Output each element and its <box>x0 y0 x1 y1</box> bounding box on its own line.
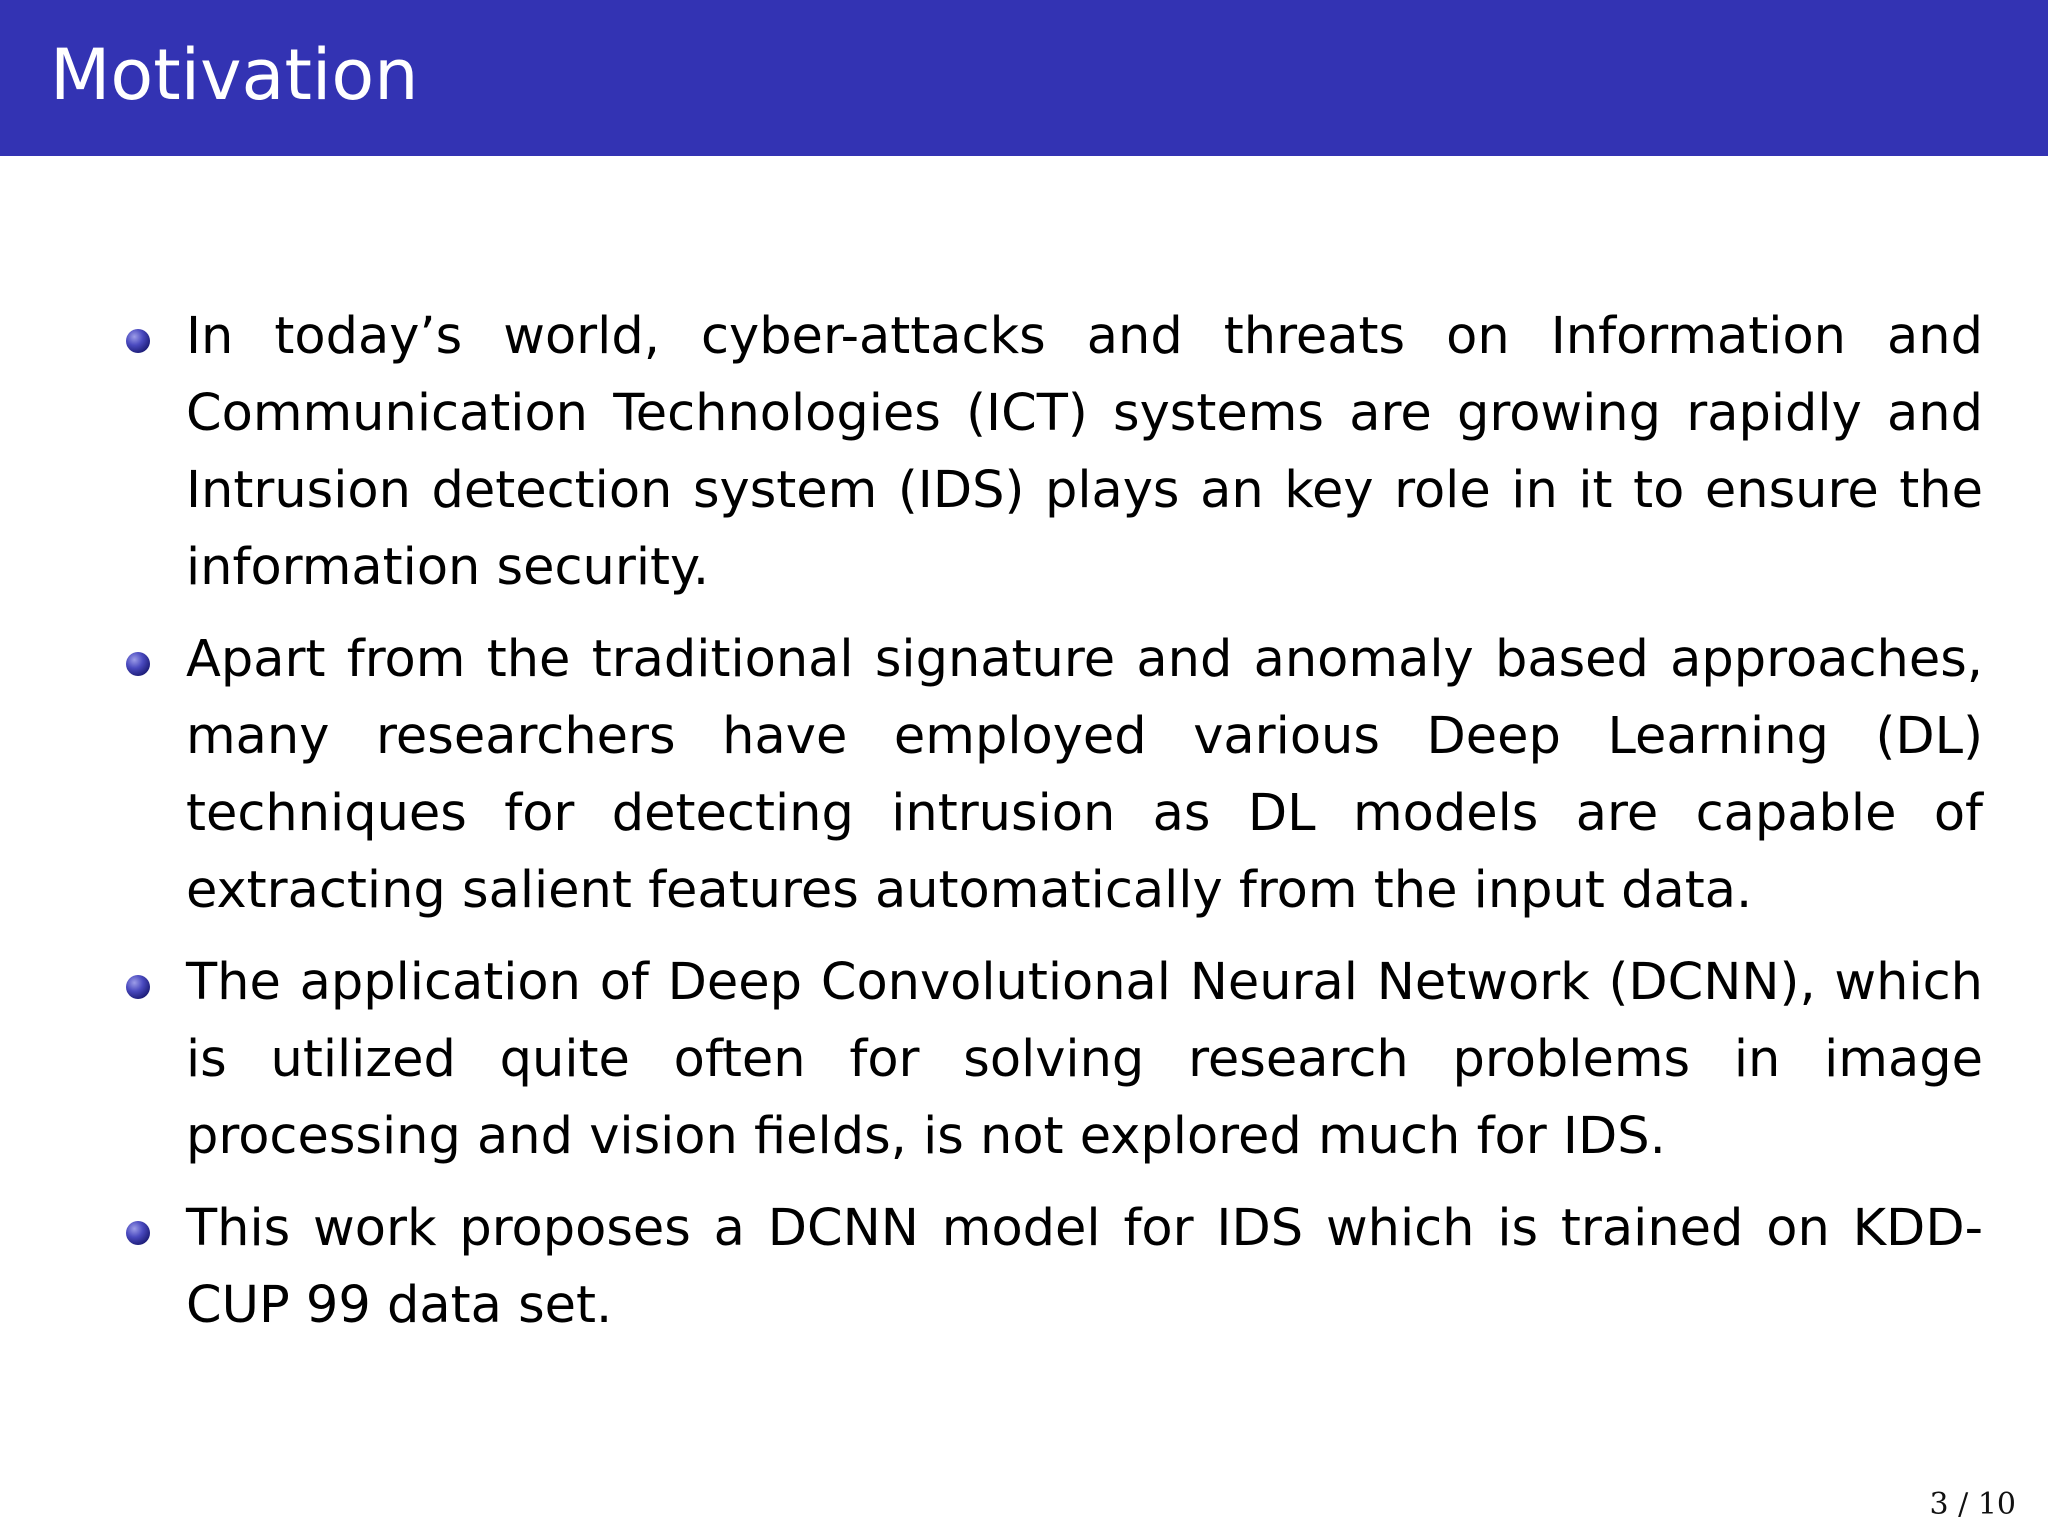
bullet-text: This work proposes a DCNN model for IDS which is trained on KDD-CUP 99 data set. <box>186 1199 1983 1335</box>
bullet-dot-icon <box>126 1221 150 1245</box>
bullet-item <box>186 298 1983 606</box>
bullet-dot-icon <box>126 652 150 676</box>
bullet-text: In today’s world, cyber-attacks and threats on Information and Communication Technologies (ICT) systems are growing rapidly and Intrusion detection system (IDS) plays an key role in it to ensure the information security. <box>186 307 1983 597</box>
bullet-dot-icon <box>126 975 150 999</box>
slide-title: Motivation <box>50 34 419 116</box>
bullet-dot-icon <box>126 329 150 353</box>
bullet-text: Apart from the traditional signature and anomaly based approaches, many researchers have employed various Deep Learning (DL) techniques for detecting intrusion as DL models are capable of extracting salient features automatically from the input data. <box>186 630 1983 920</box>
page-number: 3 / 10 <box>1929 1487 2016 1522</box>
bullet-item <box>186 1190 1983 1344</box>
bullet-item <box>186 621 1983 929</box>
bullet-item <box>186 944 1983 1175</box>
title-bar <box>0 0 2048 156</box>
bullet-text: The application of Deep Convolutional Neural Network (DCNN), which is utilized quite often for solving research problems in image processing and vision fields, is not explored much for IDS. <box>186 953 1983 1166</box>
bullet-list <box>0 298 2048 1359</box>
